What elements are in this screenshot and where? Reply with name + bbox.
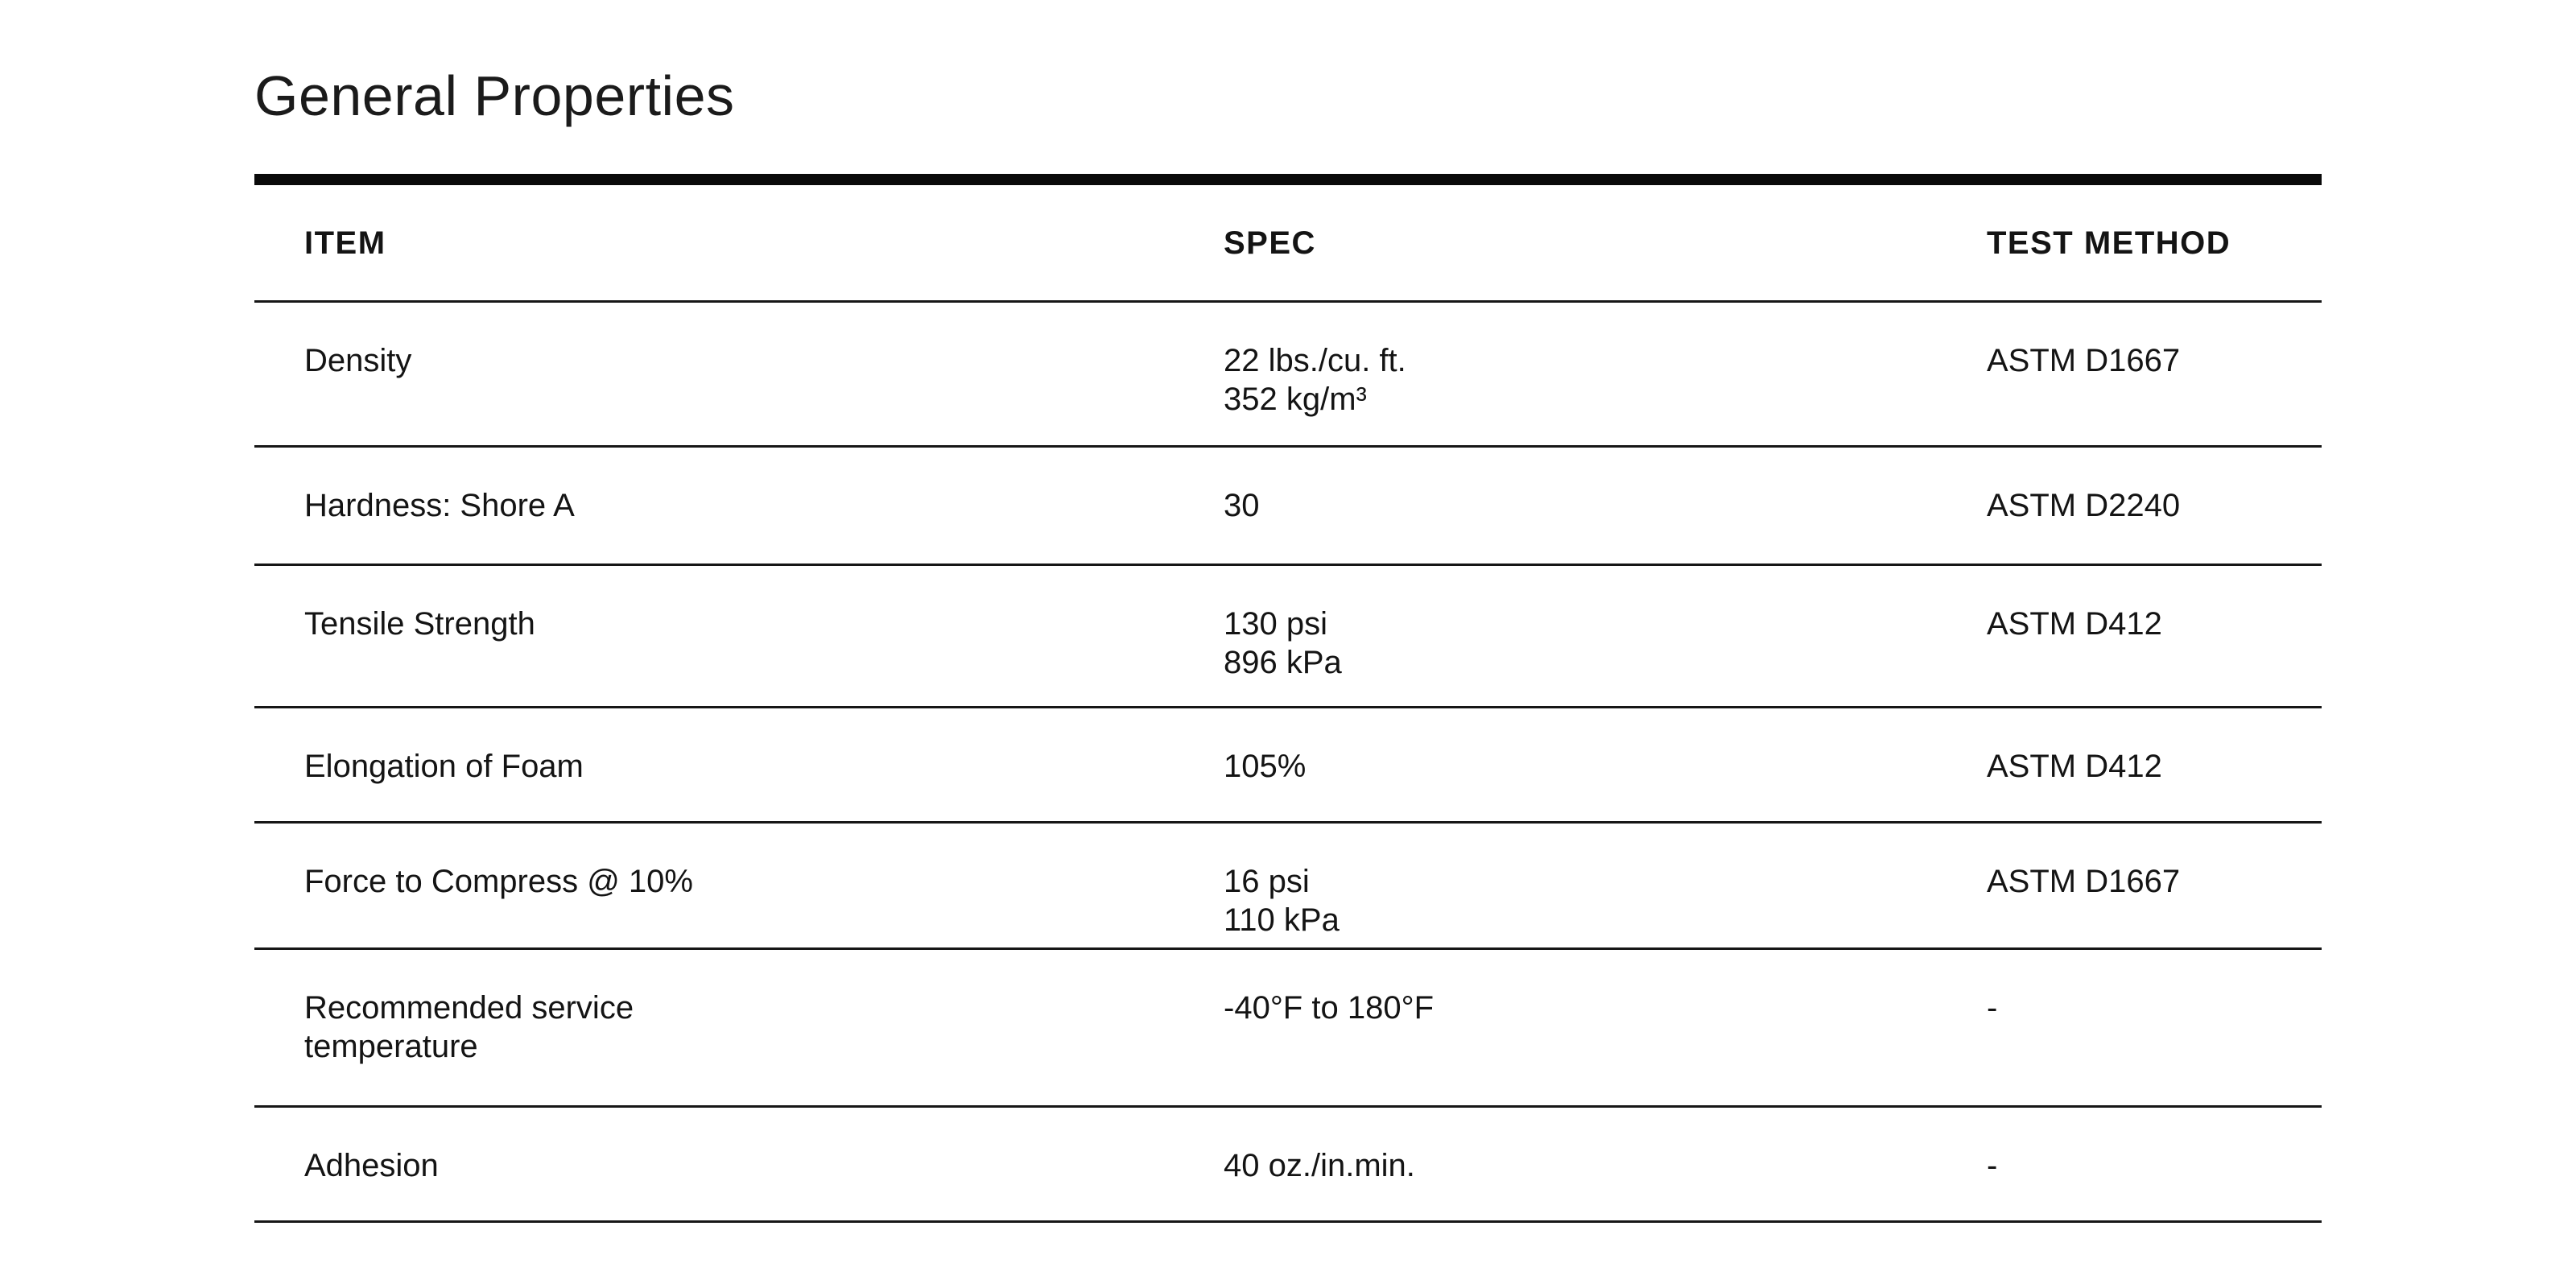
test-method-cell: ASTM D1667: [1987, 864, 2181, 899]
table-header-row: [254, 185, 2322, 300]
table-body: [254, 300, 2322, 1223]
spec-line: 130 psi: [1224, 606, 1327, 642]
test-method-cell: ASTM D412: [1987, 606, 2162, 642]
spec-line: 16 psi: [1224, 864, 1310, 899]
spec-line: 22 lbs./cu. ft.: [1224, 343, 1406, 378]
spec-cell: [1224, 1108, 1987, 1220]
test-method-cell: ASTM D1667: [1987, 343, 2181, 378]
table-top-rule: [254, 174, 2322, 185]
spec-line: 352 kg/m³: [1224, 382, 1367, 417]
table-row: [254, 821, 2322, 947]
page-title: General Properties: [254, 64, 735, 127]
column-header-spec: SPEC: [1224, 225, 1316, 261]
table-row: [254, 445, 2322, 564]
spec-line: 110 kPa: [1224, 902, 1340, 938]
spec-cell: [1224, 448, 1987, 564]
test-method-cell: ASTM D2240: [1987, 488, 2181, 523]
spec-cell: [1224, 566, 1987, 706]
item-cell: Hardness: Shore A: [304, 488, 575, 523]
spec-cell: [1224, 824, 1987, 947]
spec-line: 40 oz./in.min.: [1224, 1148, 1415, 1183]
spec-cell: [1224, 950, 1987, 1105]
item-cell: Recommended service temperature: [304, 990, 634, 1064]
table-row: [254, 947, 2322, 1105]
test-method-cell: -: [1987, 1148, 1998, 1183]
table-row: [254, 706, 2322, 821]
item-cell: Density: [304, 343, 412, 378]
spec-line: 30: [1224, 488, 1260, 523]
spec-line: 896 kPa: [1224, 645, 1342, 680]
item-cell: Adhesion: [304, 1148, 439, 1183]
general-properties-table: [254, 174, 2322, 1223]
test-method-cell: -: [1987, 990, 1998, 1026]
item-cell: Tensile Strength: [304, 606, 535, 642]
column-header-test-method: TEST METHOD: [1987, 225, 2231, 261]
test-method-cell: ASTM D412: [1987, 749, 2162, 784]
table-row: [254, 564, 2322, 706]
spec-line: 105%: [1224, 749, 1307, 784]
item-cell: Elongation of Foam: [304, 749, 584, 784]
column-header-item: ITEM: [304, 225, 386, 261]
item-cell: Force to Compress @ 10%: [304, 864, 693, 899]
table-row: [254, 1105, 2322, 1220]
table-row: [254, 300, 2322, 445]
spec-line: -40°F to 180°F: [1224, 990, 1434, 1026]
spec-cell: [1224, 708, 1987, 821]
spec-cell: [1224, 303, 1987, 445]
